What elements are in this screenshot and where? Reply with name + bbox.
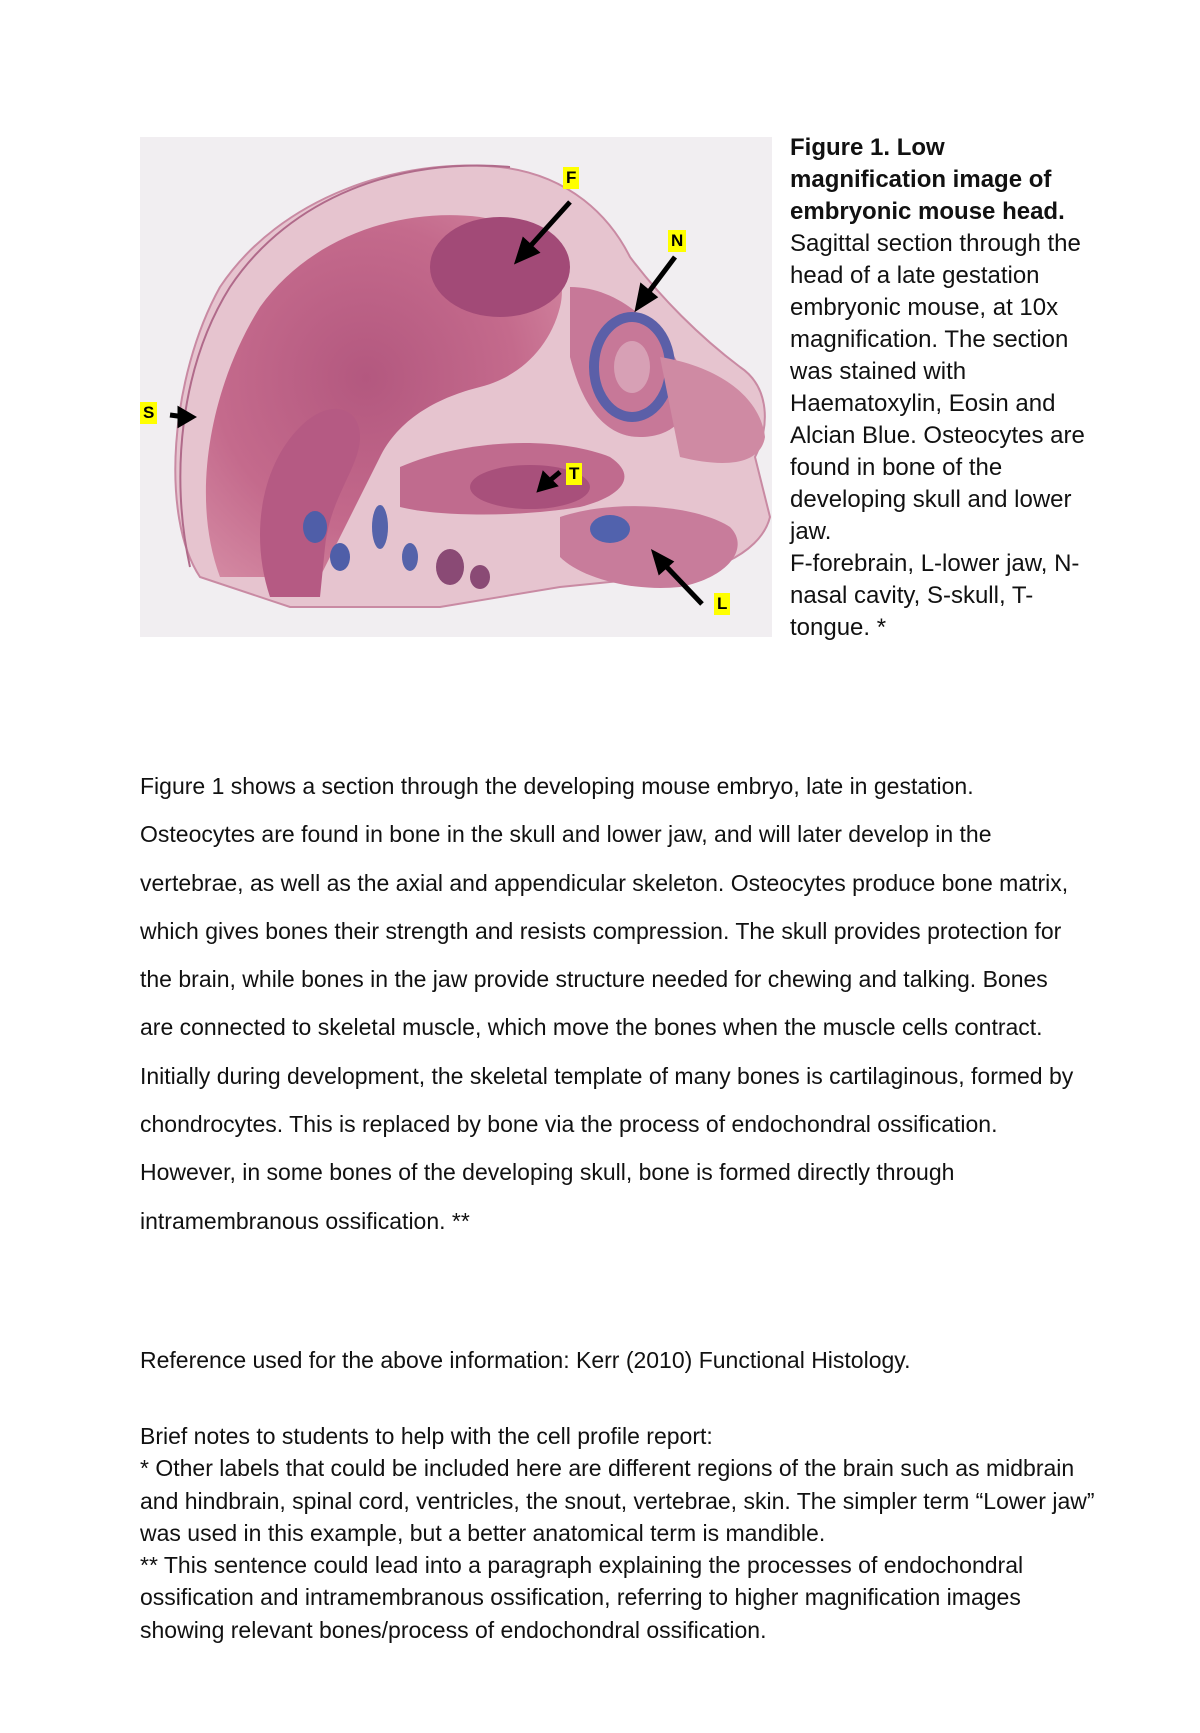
student-notes <box>140 1420 1100 1646</box>
histology-section-illustration <box>140 137 772 637</box>
label-s: S <box>140 402 157 424</box>
label-f: F <box>563 167 579 189</box>
body-paragraph-block <box>140 762 1080 1245</box>
note-1: * Other labels that could be included here are different regions of the brain such as midbrain and hindbrain, spinal cord, ventricles, the snout, vertebrae, skin. The simpler term “Lower jaw” was used in this example, but a better anatomical term is mandible. <box>140 1455 1095 1546</box>
caption-key: F-forebrain, L-lower jaw, N-nasal cavity, S-skull, T-tongue. * <box>790 550 1080 641</box>
body-paragraph: Figure 1 shows a section through the developing mouse embryo, late in gestation. Osteocytes are found in bone in the skull and lower jaw, and will later develop in the vertebrae, as well as the axial and appendicular skeleton. Osteocytes produce bone matrix, which gives bones their strength and resists compression. The skull provides protection for the brain, while bones in the jaw provide structure needed for chewing and talking. Bones are connected to skeletal muscle, which move the bones when the muscle cells contract. Initially during development, the skeletal template of many bones is cartilaginous, formed by chondrocytes. This is replaced by bone via the process of endochondral ossification. However, in some bones of the developing skull, bone is formed directly through intramembranous ossification. ** <box>140 773 1074 1234</box>
figure-caption <box>790 132 1090 644</box>
label-t: T <box>566 463 582 485</box>
notes-heading: Brief notes to students to help with the cell profile report: <box>140 1423 713 1449</box>
label-l: L <box>714 593 730 615</box>
caption-text: Sagittal section through the head of a late gestation embryonic mouse, at 10x magnification. The section was stained with Haematoxylin, Eosin and Alcian Blue. Osteocytes are found in bone of the developing skull and lower jaw. <box>790 230 1085 545</box>
reference-line: Reference used for the above information: Kerr (2010) Functional Histology. <box>140 1347 911 1373</box>
histology-image <box>140 137 772 637</box>
caption-title: Figure 1. Low magnification image of embryonic mouse head. <box>790 134 1065 225</box>
note-2: ** This sentence could lead into a paragraph explaining the processes of endochondral ossification and intramembranous ossification, referring to higher magnification images showing relevant bones/process of endochondral ossification. <box>140 1552 1024 1643</box>
label-n: N <box>668 230 686 252</box>
